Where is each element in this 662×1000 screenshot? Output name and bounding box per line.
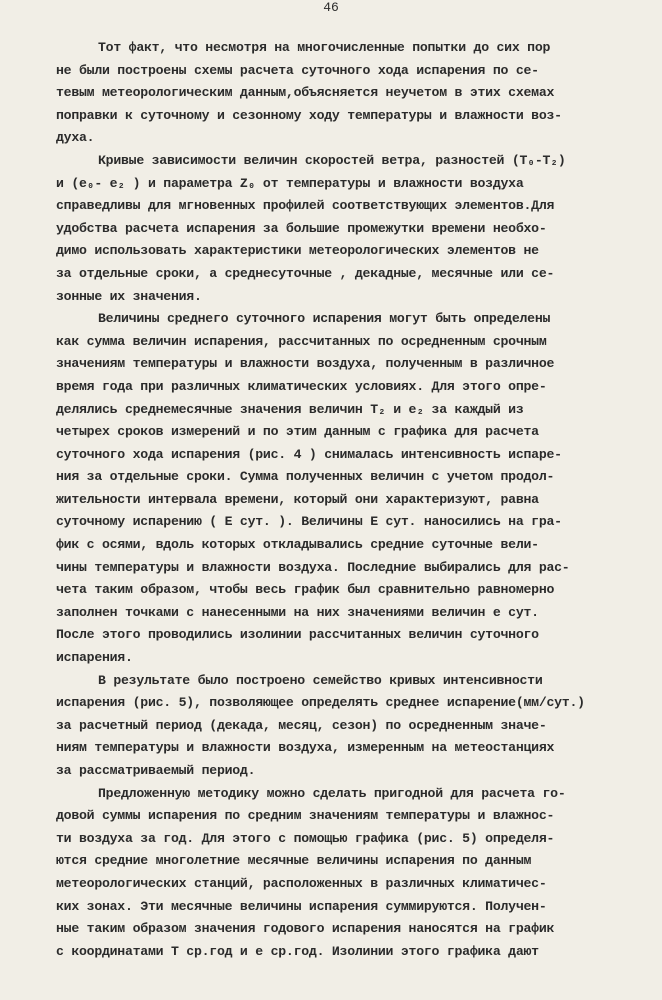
text-line: с координатами T ср.год и e ср.год. Изолинии этого графика дают [56, 943, 539, 959]
text-line: справедливы для мгновенных профилей соответствующих элементов.Для [56, 198, 555, 214]
text-line: димо использовать характеристики метеорологических элементов не [56, 243, 539, 259]
text-line: зонные их значения. [56, 288, 202, 304]
body-text [56, 37, 626, 963]
text-line: довой суммы испарения по средним значениям температуры и влажнос- [56, 808, 555, 824]
text-line: ные таким образом значения годового испарения наносятся на график [56, 921, 555, 937]
text-line: испарения. [56, 650, 133, 666]
text-line: Тот факт, что несмотря на многочисленные попытки до сих пор [98, 40, 551, 55]
text-line: ти воздуха за год. Для этого с помощью графика (рис. 5) определя- [56, 830, 555, 846]
text-line: испарения (рис. 5), позволяющее определять среднее испарение(мм/сут.) [56, 695, 585, 711]
text-line: четырех сроков измерений и по этим данным с графика для расчета [56, 424, 539, 440]
text-line: ниям температуры и влажности воздуха, измеренным на метеостанциях [56, 740, 555, 756]
text-line: делялись среднемесячные значения величин T₂ и e₂ за каждый из [56, 401, 524, 417]
text-line: за рассматриваемый период. [56, 763, 256, 778]
text-line: не были построены схемы расчета суточного хода испарения по се- [56, 62, 539, 78]
text-line: Кривые зависимости величин скоростей ветра, разностей (T₀-T₂) [98, 152, 566, 168]
text-line: чины температуры и влажности воздуха. Последние выбирались для рас- [56, 559, 570, 575]
text-line: как сумма величин испарения, рассчитанных по осредненным срочным [56, 333, 547, 349]
text-line: суточному испарению ( E сут. ). Величины E сут. наносились на гра- [56, 514, 562, 530]
page-number: 46 [323, 0, 339, 15]
text-line: ких зонах. Эти месячные величины испарения суммируются. Получен- [56, 898, 547, 914]
text-line: заполнен точками с нанесенными на них значениями величин e сут. [56, 604, 539, 620]
text-line: метеорологических станций, расположенных в различных климатичес- [56, 875, 547, 891]
text-line: ются средние многолетние месячные величины испарения по данным [56, 853, 532, 869]
text-line: В результате было построено семейство кривых интенсивности [98, 672, 543, 688]
text-line: за расчетный период (декада, месяц, сезон) по осредненным значе- [56, 717, 547, 733]
text-line: Предложенную методику можно сделать пригодной для расчета го- [98, 785, 566, 801]
text-line: Величины среднего суточного испарения могут быть определены [98, 311, 551, 327]
text-line: ния за отдельные сроки. Сумма полученных величин с учетом продол- [56, 469, 555, 485]
text-line: удобства расчета испарения за большие промежутки времени необхо- [56, 220, 547, 236]
text-line: значениям температуры и влажности воздуха, полученным в различное [56, 356, 555, 372]
text-line: суточного хода испарения (рис. 4 ) снималась интенсивность испаре- [56, 446, 562, 462]
text-line: за отдельные сроки, а среднесуточные , декадные, месячные или се- [56, 265, 555, 281]
text-line: жительности интервала времени, который они характеризуют, равна [56, 491, 539, 507]
text-line: фик с осями, вдоль которых откладывались средние суточные вели- [56, 537, 539, 553]
text-line: духа. [56, 130, 95, 146]
text-line: и (e₀- e₂ ) и параметра Z₀ от температуры и влажности воздуха [56, 175, 524, 191]
text-line: чета таким образом, чтобы весь график был сравнительно равномерно [56, 582, 555, 598]
text-line: поправки к суточному и сезонному ходу температуры и влажности воз- [56, 107, 562, 123]
text-line: После этого проводились изолинии рассчитанных величин суточного [56, 627, 539, 643]
text-line: тевым метеорологическим данным,объясняется неучетом в этих схемах [56, 85, 555, 101]
text-line: время года при различных климатических условиях. Для этого опре- [56, 378, 547, 394]
